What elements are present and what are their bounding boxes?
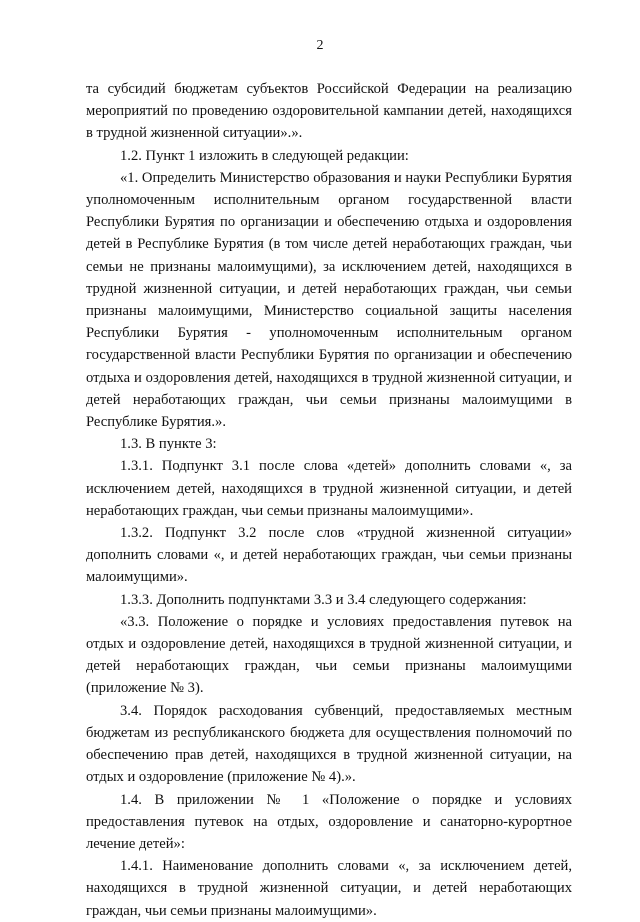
paragraph-quote-3-4: 3.4. Порядок расходования субвенций, предоставляемых местным бюджетам из республиканского бюджета для осуществления полномочий по обеспечению прав детей, находящихся в трудной жизненной ситуации, на отдых и оздоровление (приложение № 4).». — [86, 702, 572, 786]
paragraph-1-3: 1.3. В пункте 3: — [120, 436, 217, 453]
paragraph-1-3-3: 1.3.3. Дополнить подпунктами 3.3 и 3.4 следующего содержания: — [120, 591, 527, 608]
paragraph-1-2: 1.2. Пункт 1 изложить в следующей редакции: — [120, 147, 409, 164]
paragraph-1-3-2: 1.3.2. Подпункт 3.2 после слов «трудной жизненной ситуации» дополнить словами «, и детей неработающих граждан, чьи семьи признаны малоимущими». — [86, 525, 572, 586]
paragraph-quote-item-1: «1. Определить Министерство образования и науки Республики Бурятия уполномоченным исполнительным органом государственной власти Республики Бурятия по организации и обеспечению отдыха и оздоровления детей в Республике Бурятия (в том числе детей неработающих граждан, чьи семьи не признаны малоимущими), за исключением детей, находящихся в трудной жизненной ситуации, и детей неработающих граждан, чьи семьи признаны малоимущими, Министерство социальной защиты населения Республики Бурятия - уполномоченным исполнительным органом государственной власти Республики Бурятия по организации и обеспечению отдыха и оздоровления детей, находящихся в трудной жизненной ситуации, и детей неработающих граждан, чьи семьи признаны малоимущими в Республике Бурятия.». — [86, 169, 572, 431]
paragraph-1-3-1: 1.3.1. Подпункт 3.1 после слова «детей» дополнить словами «, за исключением детей, находящихся в трудной жизненной ситуации, и детей неработающих граждан, чьи семьи признаны малоимущими». — [86, 458, 572, 519]
paragraph-1-4-1: 1.4.1. Наименование дополнить словами «, за исключением детей, находящихся в трудной жизненной ситуации, и детей неработающих граждан, чьи семьи признаны малоимущими». — [86, 858, 572, 919]
page-number: 2 — [316, 38, 324, 53]
document-body — [86, 78, 572, 922]
paragraph-continuation: та субсидий бюджетам субъектов Российской Федерации на реализацию мероприятий по проведению оздоровительной кампании детей, находящихся в трудной жизненной ситуации».». — [86, 81, 572, 142]
paragraph-1-4: 1.4. В приложении № 1 «Положение о порядке и условиях предоставления путевок на отдых, оздоровление и санаторно-курортное лечение детей»: — [86, 791, 572, 852]
paragraph-quote-3-3: «3.3. Положение о порядке и условиях предоставления путевок на отдых и оздоровление детей, находящихся в трудной жизненной ситуации, и детей неработающих граждан, чьи семьи признаны малоимущими (приложение № 3). — [86, 613, 572, 697]
